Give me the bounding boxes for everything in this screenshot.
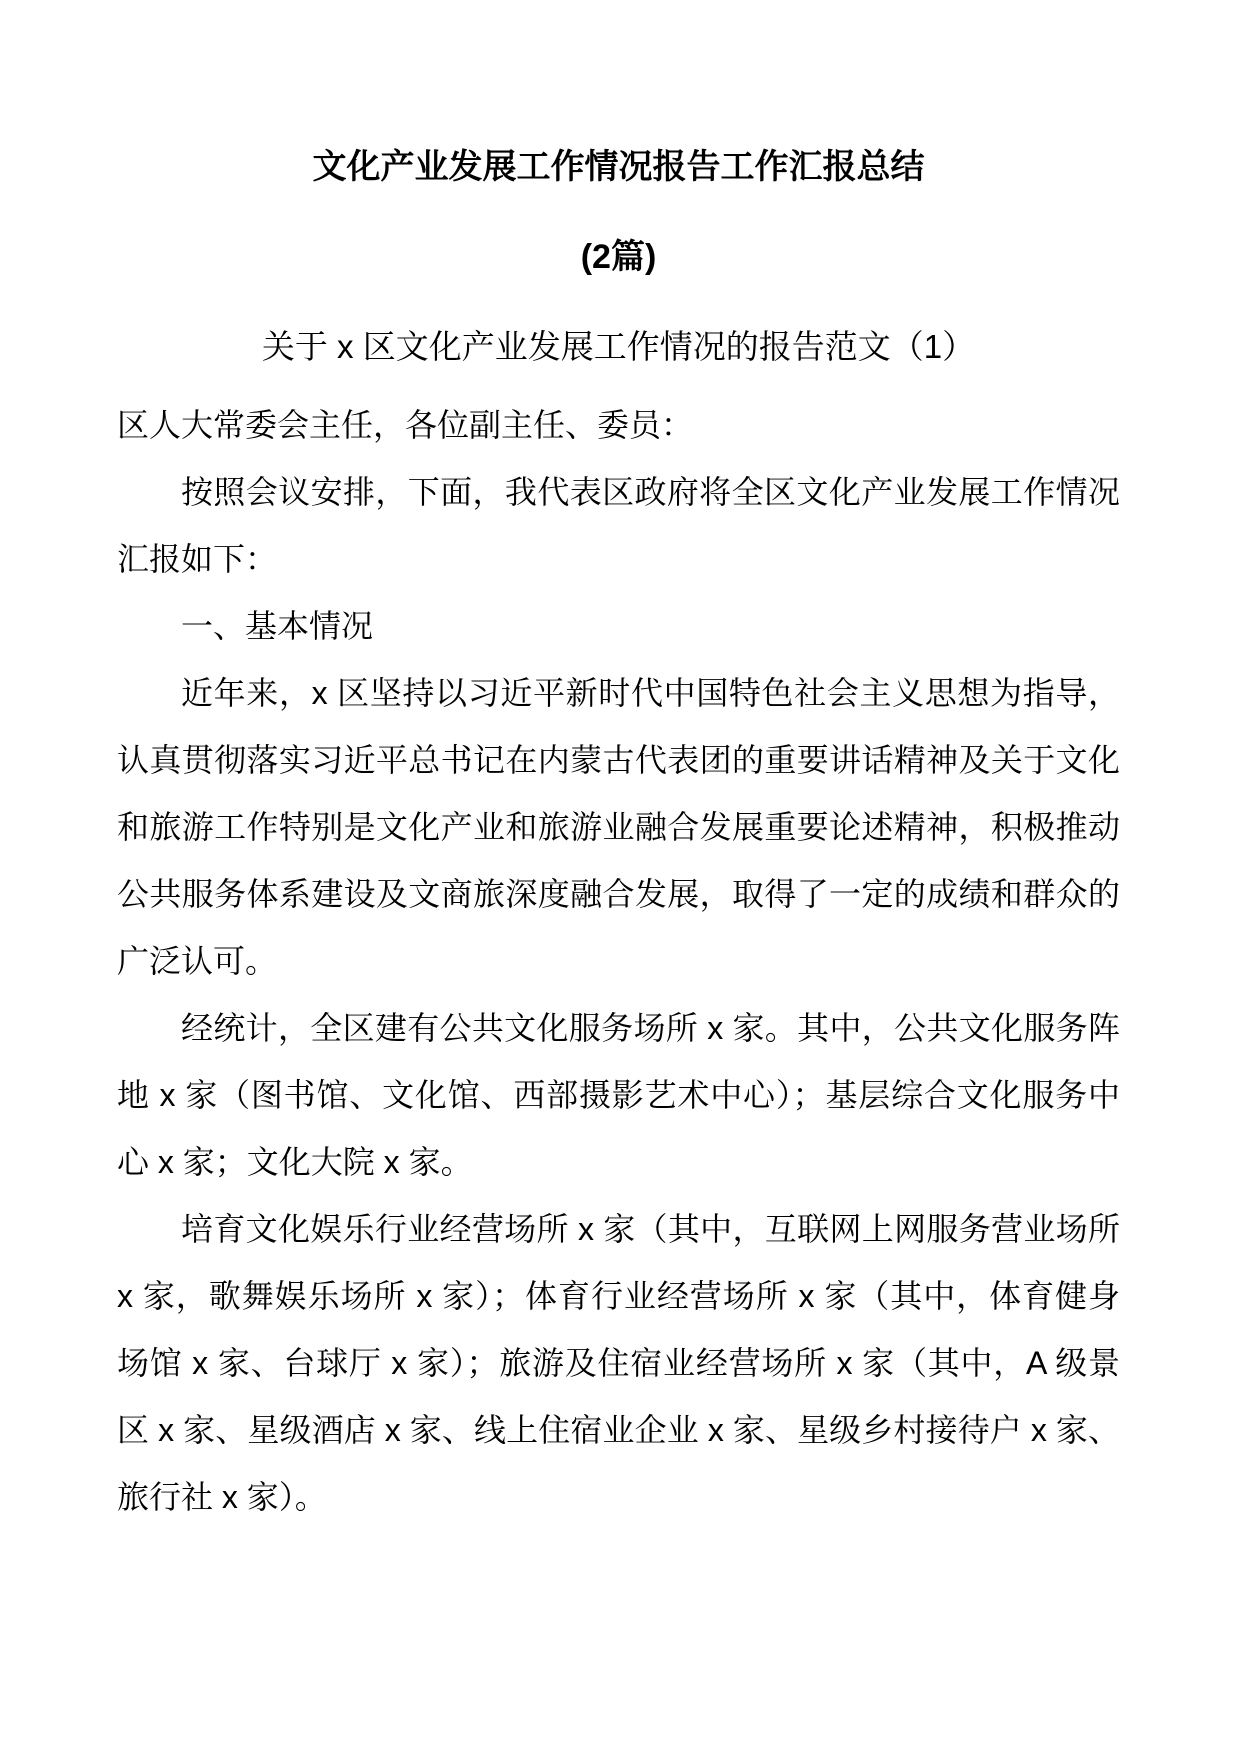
document-title: 文化产业发展工作情况报告工作汇报总结 xyxy=(312,148,925,186)
body-paragraph: 近年来，x 区坚持以习近平新时代中国特色社会主义思想为指导，认真贯彻落实习近平总书记在内蒙古代表团的重要讲话精神及关于文化和旅游工作特别是文化产业和旅游业融合发展重要论述精神，积极推动公共服务体系建设及文商旅深度融合发展，取得了一定的成绩和群众的广泛认可。 xyxy=(117,675,1120,979)
body-paragraph: 培育文化娱乐行业经营场所 x 家（其中，互联网上网服务营业场所 x 家，歌舞娱乐场所 x 家）；体育行业经营场所 x 家（其中，体育健身场馆 x 家、台球厅 x 家）；旅游及住宿业经营场所 x 家（其中，A 级景区 x 家、星级酒店 x 家、线上住宿业企业 x 家、星级乡村接待户 x 家、旅行社 x 家）。 xyxy=(117,1211,1120,1515)
body-paragraph: 按照会议安排，下面，我代表区政府将全区文化产业发展工作情况汇报如下： xyxy=(117,474,1120,577)
document-body xyxy=(117,392,1120,1531)
body-paragraph: 区人大常委会主任，各位副主任、委员： xyxy=(117,407,694,443)
body-paragraph: 经统计，全区建有公共文化服务场所 x 家。其中，公共文化服务阵地 x 家（图书馆、文化馆、西部摄影艺术中心）；基层综合文化服务中心 x 家；文化大院 x 家。 xyxy=(117,1010,1120,1180)
body-paragraph: 一、基本情况 xyxy=(181,608,374,644)
section-heading: 关于 x 区文化产业发展工作情况的报告范文（1） xyxy=(261,328,976,365)
document-subtitle: (2篇) xyxy=(580,238,657,276)
